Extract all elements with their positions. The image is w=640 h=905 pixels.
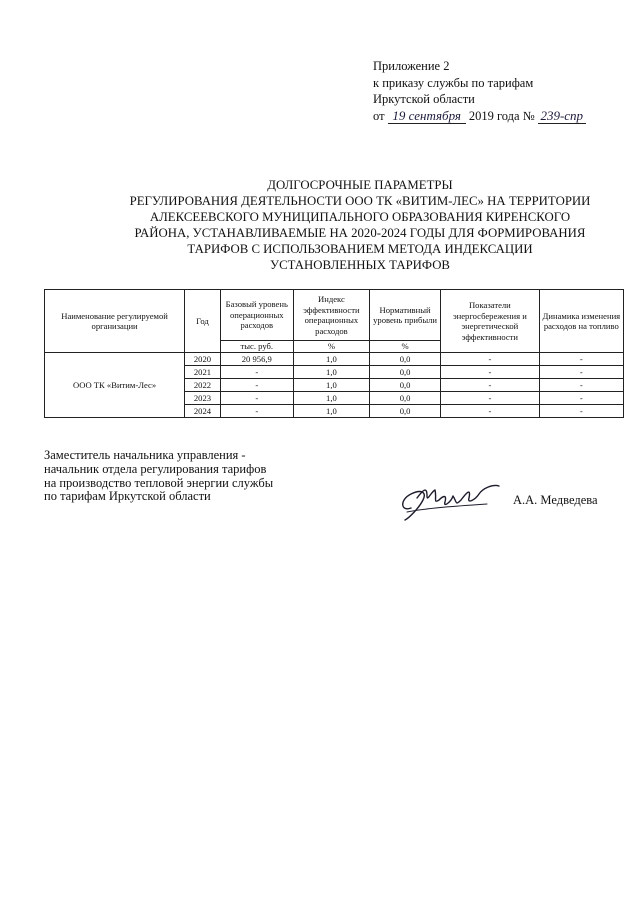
signatory-line: по тарифам Иркутской области [44,489,211,504]
signatory-line: начальник отдела регулирования тарифов [44,461,267,476]
signatory-line: на производство тепловой энергии службы [44,475,274,490]
cell-year: 2024 [185,405,221,418]
date-prefix: от [373,108,385,123]
title-line: УСТАНОВЛЕННЫХ ТАРИФОВ [270,258,450,272]
cell-profit: 0,0 [370,405,441,418]
title-line: ДОЛГОСРОЧНЫЕ ПАРАМЕТРЫ [267,178,453,192]
cell-index: 1,0 [293,379,369,392]
cell-fuel: - [539,366,623,379]
cell-year: 2020 [185,353,221,366]
signatory-block [44,449,374,504]
table-header-row [45,290,624,341]
cell-year: 2022 [185,379,221,392]
cell-energy: - [441,405,540,418]
header-profit: Нормативный уровень прибыли [370,290,441,341]
title-line: РЕГУЛИРОВАНИЯ ДЕЯТЕЛЬНОСТИ ООО ТК «ВИТИМ-ЛЕС» НА ТЕРРИТОРИИ [129,194,591,208]
title-line: РАЙОНА, УСТАНАВЛИВАЕМЫЕ НА 2020-2024 ГОДЫ ДЛЯ ФОРМИРОВАНИЯ [134,226,586,240]
cell-base: - [220,392,293,405]
cell-fuel: - [539,405,623,418]
header-year: Год [185,290,221,353]
handwritten-number: 239-спр [538,109,586,124]
cell-fuel: - [539,379,623,392]
header-index: Индекс эффективности операционных расходов [293,290,369,341]
cell-energy: - [441,392,540,405]
handwritten-date: 19 сентября [388,109,466,124]
cell-base: 20 956,9 [220,353,293,366]
date-suffix: 2019 года [468,108,520,123]
cell-profit: 0,0 [370,353,441,366]
title-line: ТАРИФОВ С ИСПОЛЬЗОВАНИЕМ МЕТОДА ИНДЕКСАЦИИ [187,242,533,256]
cell-year: 2023 [185,392,221,405]
header-base: Базовый уровень операционных расходов [220,290,293,341]
signer-name: А.А. Медведева [513,493,598,507]
cell-base: - [220,366,293,379]
table-row [45,353,624,366]
cell-profit: 0,0 [370,379,441,392]
appendix-line-2: к приказу службы по тарифам [373,75,534,90]
cell-base: - [220,405,293,418]
signatory-line: Заместитель начальника управления - [44,448,246,462]
appendix-block [373,58,635,124]
cell-fuel: - [539,392,623,405]
cell-profit: 0,0 [370,366,441,379]
unit-base: тыс. руб. [220,341,293,353]
cell-energy: - [441,353,540,366]
cell-energy: - [441,366,540,379]
cell-fuel: - [539,353,623,366]
cell-index: 1,0 [293,392,369,405]
cell-index: 1,0 [293,353,369,366]
appendix-line-1: Приложение 2 [373,59,450,73]
appendix-line-3: Иркутской области [373,92,475,106]
cell-organization: ООО ТК «Витим-Лес» [45,353,185,418]
unit-index: % [293,341,369,353]
header-energy: Показатели энергосбережения и энергетической эффективности [441,290,540,353]
cell-year: 2021 [185,366,221,379]
header-org: Наименование регулируемой организации [45,290,185,353]
appendix-date-row [373,108,635,125]
handwritten-signature [397,478,507,524]
header-fuel: Динамика изменения расходов на топливо [539,290,623,353]
title-line: АЛЕКСЕЕВСКОГО МУНИЦИПАЛЬНОГО ОБРАЗОВАНИЯ КИРЕНСКОГО [149,210,571,224]
cell-base: - [220,379,293,392]
cell-index: 1,0 [293,366,369,379]
cell-index: 1,0 [293,405,369,418]
parameters-table [44,289,624,418]
unit-profit: % [370,341,441,353]
cell-energy: - [441,379,540,392]
document-title [60,177,640,273]
cell-profit: 0,0 [370,392,441,405]
number-sign: № [522,108,535,123]
